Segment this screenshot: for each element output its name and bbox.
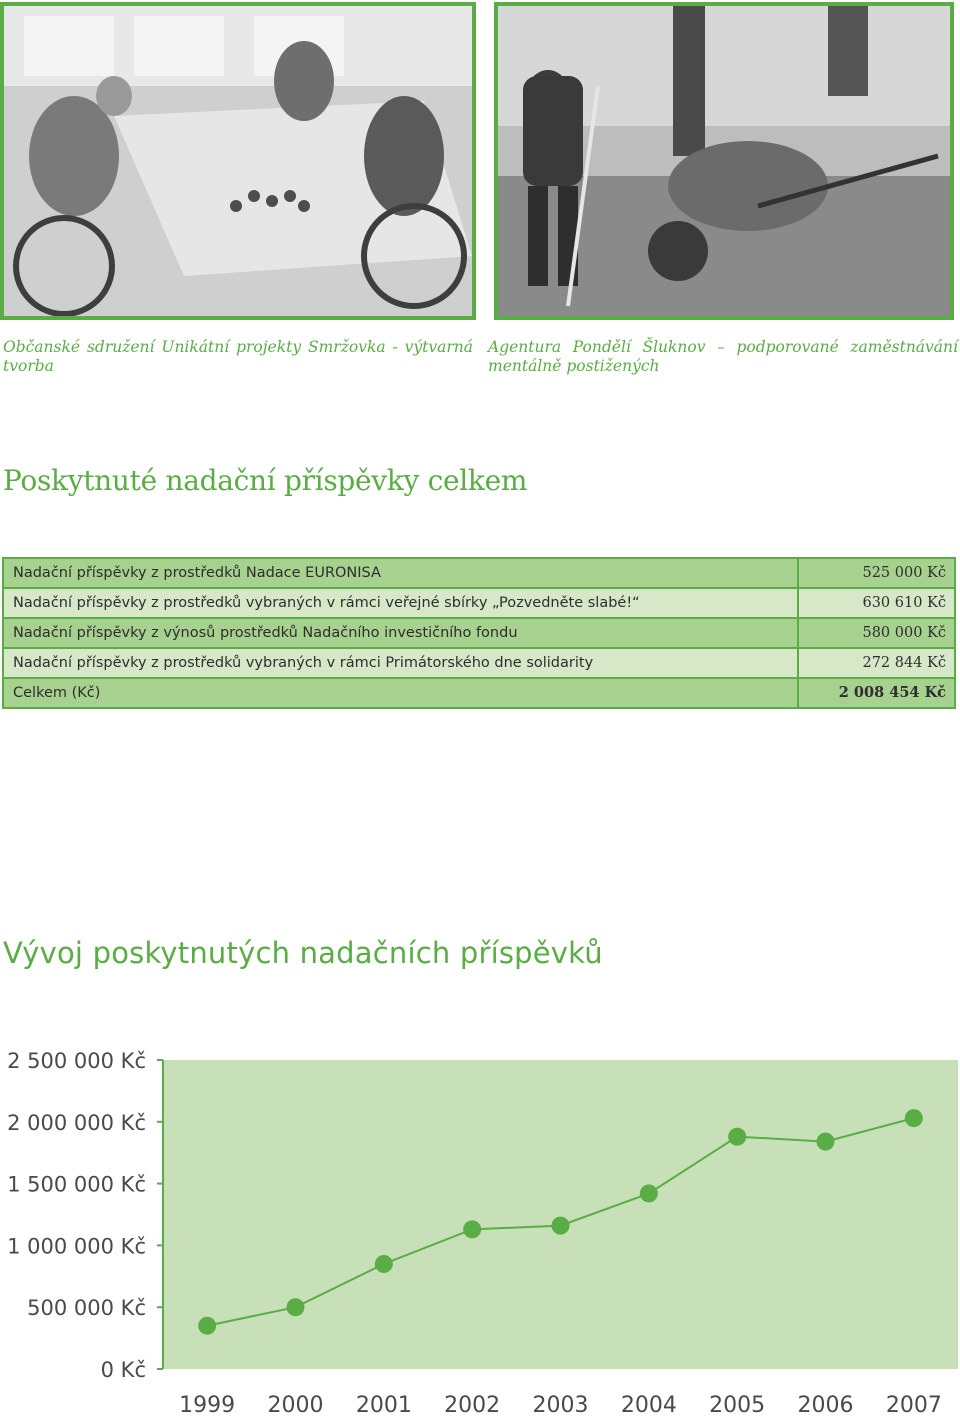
data-point <box>463 1220 481 1238</box>
row-amount: 272 844 Kč <box>798 648 955 678</box>
chart-title: Vývoj poskytnutých nadačních příspěvků <box>3 936 603 970</box>
table-row <box>3 618 955 648</box>
y-tick-label: 1 000 000 Kč <box>7 1234 146 1259</box>
row-amount: 580 000 Kč <box>798 618 955 648</box>
data-point <box>375 1255 393 1273</box>
total-label: Celkem (Kč) <box>3 678 798 708</box>
y-tick-label: 2 500 000 Kč <box>7 1049 146 1073</box>
plot-area <box>163 1060 958 1369</box>
x-tick-label: 2003 <box>532 1393 589 1418</box>
data-point <box>817 1133 835 1151</box>
x-tick-label: 2001 <box>355 1393 412 1418</box>
y-tick-label: 0 Kč <box>100 1358 146 1382</box>
x-tick-label: 2002 <box>444 1393 501 1418</box>
photo-caption-left: Občanské sdružení Unikátní projekty Smržovka - výtvarná tvorba <box>3 338 473 375</box>
total-amount: 2 008 454 Kč <box>798 678 955 708</box>
table-row <box>3 648 955 678</box>
row-label: Nadační příspěvky z prostředků vybraných v rámci veřejné sbírky „Pozvedněte slabé!“ <box>3 588 798 618</box>
x-tick-label: 2006 <box>797 1393 854 1418</box>
data-point <box>287 1298 305 1316</box>
section-title: Poskytnuté nadační příspěvky celkem <box>3 464 528 497</box>
row-label: Nadační příspěvky z výnosů prostředků Nadačního investičního fondu <box>3 618 798 648</box>
table-row <box>3 558 955 588</box>
photo-leaf-raking <box>494 2 954 320</box>
photo-caption-right: Agentura Pondělí Šluknov – podporované zaměstnávání mentálně postižených <box>488 338 958 375</box>
data-point <box>905 1109 923 1127</box>
y-tick-label: 1 500 000 Kč <box>7 1172 146 1197</box>
x-tick-label: 2004 <box>620 1393 677 1418</box>
y-tick-label: 500 000 Kč <box>27 1296 146 1321</box>
data-point <box>728 1128 746 1146</box>
row-amount: 525 000 Kč <box>798 558 955 588</box>
table-row <box>3 588 955 618</box>
x-tick-label: 2000 <box>267 1393 324 1418</box>
data-point <box>640 1184 658 1202</box>
data-point <box>198 1317 216 1335</box>
row-label: Nadační příspěvky z prostředků Nadace EURONISA <box>3 558 798 588</box>
x-tick-label: 1999 <box>179 1393 236 1418</box>
data-point <box>552 1217 570 1235</box>
photo-art-workshop <box>0 2 476 320</box>
y-tick-label: 2 000 000 Kč <box>7 1110 146 1135</box>
row-amount: 630 610 Kč <box>798 588 955 618</box>
x-tick-label: 2005 <box>709 1393 766 1418</box>
contributions-table <box>2 557 956 709</box>
table-row-total <box>3 678 955 708</box>
x-tick-label: 2007 <box>885 1393 942 1418</box>
row-label: Nadační příspěvky z prostředků vybraných v rámci Primátorského dne solidarity <box>3 648 798 678</box>
line-chart <box>0 1040 960 1419</box>
